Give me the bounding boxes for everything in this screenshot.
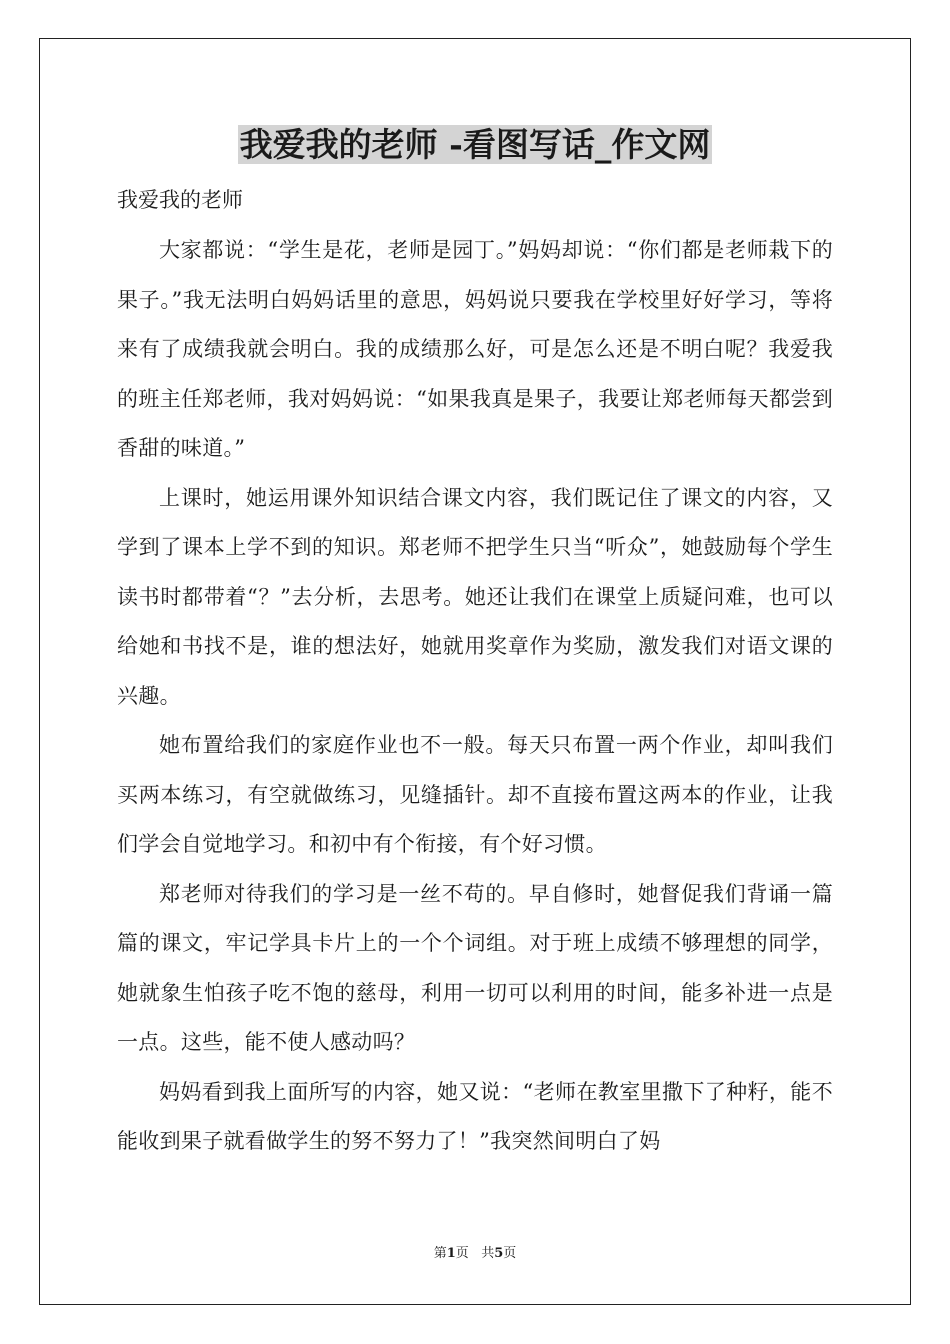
page-total-number: 5 <box>494 1246 504 1261</box>
page-current-number: 1 <box>446 1246 456 1261</box>
paragraph-2: 上课时，她运用课外知识结合课文内容，我们既记住了课文的内容，又学到了课本上学不到的知识。郑老师不把学生只当“听众”，她鼓励每个学生读书时都带着“？”去分析，去思考。她还让我们在课堂上质疑问难，也可以给她和书找不是，谁的想法好，她就用奖章作为奖励，激发我们对语文课的兴趣。 <box>117 485 833 708</box>
paragraph-3: 她布置给我们的家庭作业也不一般。每天只布置一两个作业，却叫我们买两本练习，有空就做练习，见缝插针。却不直接布置这两本的作业，让我们学会自觉地学习。和初中有个衔接，有个好习惯。 <box>117 733 833 856</box>
document-body <box>117 226 833 1167</box>
paragraph-1: 大家都说：“学生是花，老师是园丁。”妈妈却说：“你们都是老师栽下的果子。”我无法明白妈妈话里的意思，妈妈说只要我在学校里好好学习，等将来有了成绩我就会明白。我的成绩那么好，可是怎么还是不明白呢？我爱我的班主任郑老师，我对妈妈说：“如果我真是果子，我要让郑老师每天都尝到香甜的味道。” <box>117 238 833 460</box>
document-title-text: 我爱我的老师 -看图写话_作文网 <box>239 125 711 164</box>
document-title <box>0 122 950 168</box>
paragraph-5: 妈妈看到我上面所写的内容，她又说：“老师在教室里撒下了种籽，能不能收到果子就看做学生的努不努力了！”我突然间明白了妈 <box>117 1079 833 1153</box>
total-label: 页 <box>503 1246 517 1261</box>
document-subtitle: 我爱我的老师 <box>117 188 243 212</box>
page-label: 页 <box>455 1246 469 1261</box>
page-prefix: 第 <box>433 1246 447 1261</box>
total-prefix: 共 <box>481 1246 495 1261</box>
paragraph-4: 郑老师对待我们的学习是一丝不苟的。早自修时，她督促我们背诵一篇篇的课文，牢记学具卡片上的一个个词组。对于班上成绩不够理想的同学，她就象生怕孩子吃不饱的慈母，利用一切可以利用的时间，能多补进一点是一点。这些，能不使人感动吗？ <box>117 881 833 1054</box>
page-footer <box>0 1244 950 1264</box>
